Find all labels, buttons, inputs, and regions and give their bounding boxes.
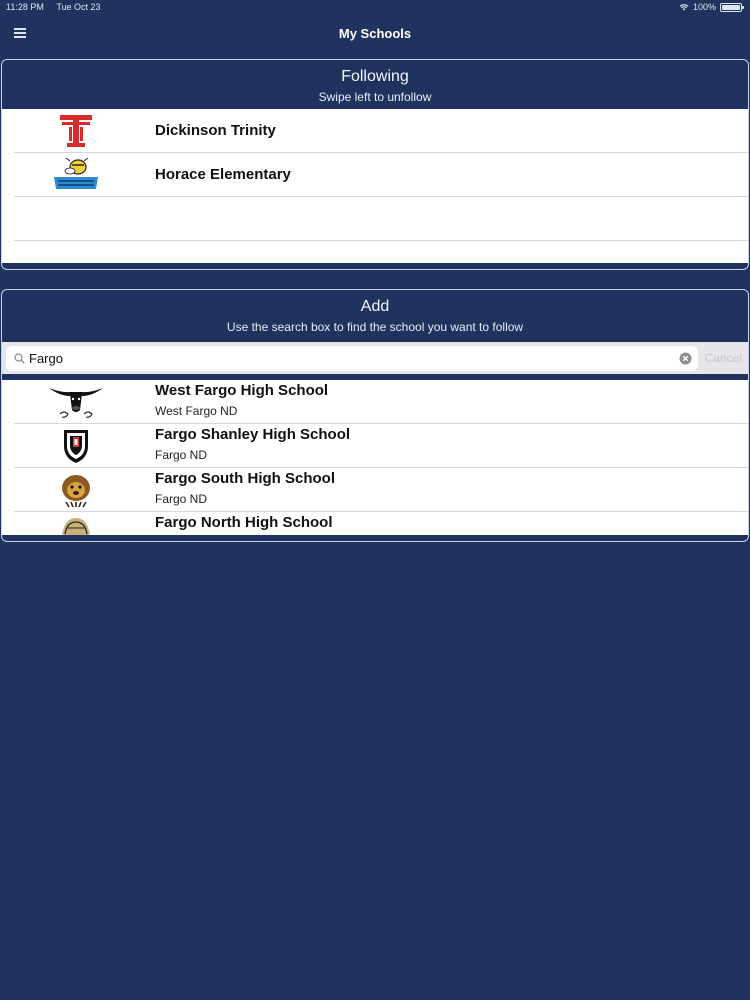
school-name: West Fargo High School	[155, 382, 329, 399]
empty-row	[14, 197, 748, 241]
clear-search-icon[interactable]	[679, 352, 692, 365]
status-bar	[0, 0, 750, 14]
search-icon	[14, 353, 25, 364]
shield-logo	[48, 428, 104, 464]
following-row-dickinson-trinity[interactable]	[14, 109, 748, 153]
status-time: 11:28 PM	[6, 2, 44, 12]
add-subtitle: Use the search box to find the school you want to follow	[226, 320, 524, 334]
trinity-t-logo	[48, 113, 104, 149]
battery-icon	[720, 3, 742, 12]
result-row-west-fargo[interactable]	[14, 380, 748, 424]
search-input[interactable]	[29, 348, 669, 369]
battery-percent: 100%	[692, 2, 716, 12]
following-row-horace-elementary[interactable]	[14, 153, 748, 197]
school-name: Fargo North High School	[155, 514, 333, 531]
search-bar	[2, 342, 748, 374]
bruins-logo	[48, 472, 104, 508]
result-row-fargo-north[interactable]	[14, 512, 748, 535]
following-title: Following	[341, 68, 409, 85]
following-panel	[1, 59, 749, 270]
school-name: Dickinson Trinity	[155, 122, 276, 139]
hornets-logo	[48, 157, 104, 193]
search-box	[6, 346, 698, 371]
nav-bar	[0, 14, 750, 54]
add-title: Add	[360, 298, 390, 315]
spartan-logo	[48, 516, 104, 535]
search-results-list	[2, 380, 748, 535]
school-name: Fargo South High School	[155, 470, 335, 487]
following-list	[2, 109, 748, 263]
result-row-fargo-south[interactable]	[14, 468, 748, 512]
wifi-icon	[679, 3, 689, 11]
school-name: Horace Elementary	[155, 166, 291, 183]
school-location: Fargo ND	[155, 448, 208, 462]
longhorn-logo	[48, 384, 104, 420]
school-location: West Fargo ND	[155, 404, 238, 418]
school-name: Fargo Shanley High School	[155, 426, 351, 443]
cancel-button[interactable]: Cancel	[704, 351, 742, 365]
result-row-fargo-shanley[interactable]	[14, 424, 748, 468]
following-subtitle: Swipe left to unfollow	[318, 90, 432, 104]
status-date: Tue Oct 23	[56, 2, 101, 12]
page-title: My Schools	[338, 26, 412, 41]
school-location: Fargo ND	[155, 492, 208, 506]
add-panel	[1, 289, 749, 542]
